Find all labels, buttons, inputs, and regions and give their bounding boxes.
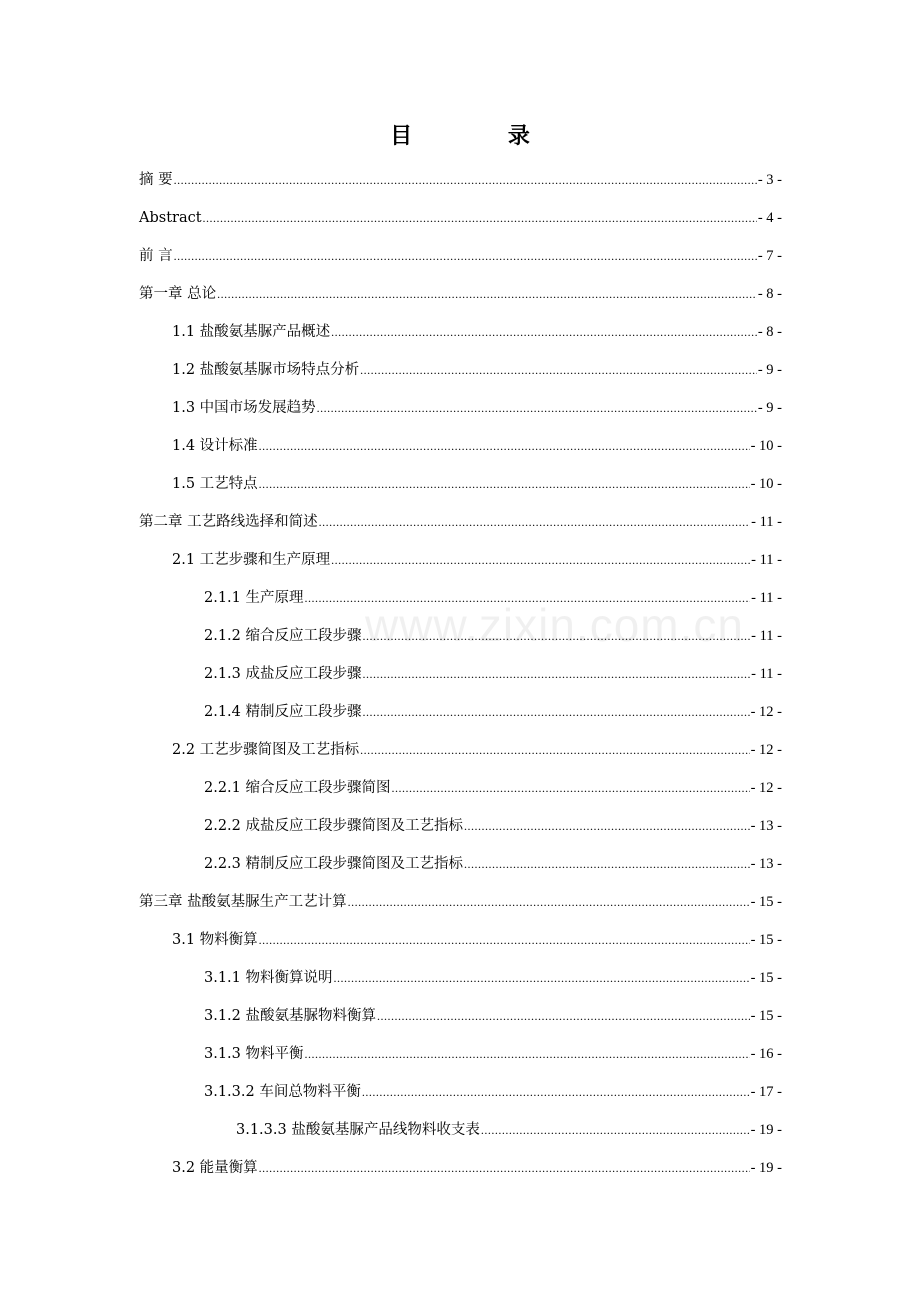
toc-entry-page: - 15 - <box>750 932 782 948</box>
toc-leader-dots <box>360 360 757 380</box>
toc-entry-page: - 11 - <box>751 552 782 568</box>
toc-entry-2-1[interactable] <box>172 550 782 570</box>
toc-entry-label: 2.2 工艺步骤简图及工艺指标 <box>172 742 360 758</box>
toc-entry-page: - 12 - <box>750 742 782 758</box>
toc-entry-label: 第三章 盐酸氨基脲生产工艺计算 <box>139 894 347 910</box>
toc-leader-dots <box>305 1044 750 1064</box>
toc-entry-page: - 3 - <box>757 172 782 188</box>
toc-entry-label: 2.1.2 缩合反应工段步骤 <box>204 628 362 644</box>
toc-entry-3-1-1[interactable] <box>204 968 782 988</box>
toc-entry-label: 3.1.1 物料衡算说明 <box>204 970 333 986</box>
toc-entry-page: - 12 - <box>750 780 782 796</box>
toc-entry-2-2-1[interactable] <box>204 778 782 798</box>
toc-leader-dots <box>363 702 750 722</box>
toc-entry-page: - 16 - <box>750 1046 782 1062</box>
toc-entry-2-1-4[interactable] <box>204 702 782 722</box>
toc-leader-dots <box>259 1158 750 1178</box>
toc-entry-label: 1.2 盐酸氨基脲市场特点分析 <box>172 362 360 378</box>
toc-entry-page: - 13 - <box>750 856 782 872</box>
toc-entry-label: Abstract <box>139 210 202 226</box>
toc-leader-dots <box>319 512 751 532</box>
toc-entry-label: 3.1.3 物料平衡 <box>204 1046 304 1062</box>
toc-leader-dots <box>392 778 750 798</box>
toc-leader-dots <box>377 1006 750 1026</box>
toc-leader-dots <box>334 968 750 988</box>
watermark: www.zixin.com.cn <box>365 599 744 651</box>
toc-leader-dots <box>363 626 751 646</box>
toc-entry-page: - 10 - <box>750 476 782 492</box>
toc-entry-page: - 11 - <box>751 590 782 606</box>
toc-leader-dots <box>317 398 757 418</box>
toc-entry-label: 前 言 <box>139 248 173 264</box>
toc-entry-label: 3.1.2 盐酸氨基脲物料衡算 <box>204 1008 377 1024</box>
toc-entry-label: 2.2.1 缩合反应工段步骤简图 <box>204 780 391 796</box>
toc-entry-2-1-3[interactable] <box>204 664 782 684</box>
toc-entry-page: - 15 - <box>750 894 782 910</box>
toc-entry-label: 2.2.3 精制反应工段步骤简图及工艺指标 <box>204 856 464 872</box>
toc-entry-3-1-3-2[interactable] <box>204 1082 782 1102</box>
toc-leader-dots <box>203 208 757 228</box>
toc-entry-page: - 19 - <box>750 1122 782 1138</box>
toc-leader-dots <box>331 322 757 342</box>
toc-entry-label: 3.1.3.3 盐酸氨基脲产品线物料收支表 <box>236 1122 480 1138</box>
toc-entry-page: - 8 - <box>757 286 782 302</box>
toc-entry-chapter-2[interactable] <box>139 512 782 532</box>
toc-entry-label: 3.1.3.2 车间总物料平衡 <box>204 1084 361 1100</box>
toc-entry-label: 2.2.2 成盐反应工段步骤简图及工艺指标 <box>204 818 464 834</box>
toc-entry-page: - 11 - <box>751 666 782 682</box>
toc-leader-dots <box>362 1082 750 1102</box>
toc-entry-abstract-cn[interactable] <box>139 170 782 190</box>
toc-leader-dots <box>174 170 757 190</box>
page-title: 目 录 <box>390 123 574 149</box>
toc-leader-dots <box>464 854 750 874</box>
toc-entry-2-1-1[interactable] <box>204 588 782 608</box>
toc-entry-page: - 19 - <box>750 1160 782 1176</box>
toc-entry-3-2[interactable] <box>172 1158 782 1178</box>
toc-entry-label: 第一章 总论 <box>139 286 217 302</box>
toc-entry-page: - 17 - <box>750 1084 782 1100</box>
toc-entry-2-2-2[interactable] <box>204 816 782 836</box>
toc-entry-2-2[interactable] <box>172 740 782 760</box>
toc-entry-label: 2.1.4 精制反应工段步骤 <box>204 704 362 720</box>
toc-leader-dots <box>348 892 750 912</box>
toc-entry-3-1-3[interactable] <box>204 1044 782 1064</box>
toc-entry-1-3[interactable] <box>172 398 782 418</box>
toc-entry-page: - 7 - <box>757 248 782 264</box>
toc-entry-label: 2.1 工艺步骤和生产原理 <box>172 552 331 568</box>
toc-entry-page: - 15 - <box>750 970 782 986</box>
toc-entry-3-1[interactable] <box>172 930 782 950</box>
toc-entry-1-5[interactable] <box>172 474 782 494</box>
toc-entry-label: 1.1 盐酸氨基脲产品概述 <box>172 324 331 340</box>
toc-entry-preface[interactable] <box>139 246 782 266</box>
toc-entry-2-1-2[interactable] <box>204 626 782 646</box>
toc-entry-page: - 9 - <box>757 400 782 416</box>
toc-entry-1-1[interactable] <box>172 322 782 342</box>
toc-entry-label: 第二章 工艺路线选择和简述 <box>139 514 318 530</box>
toc-leader-dots <box>360 740 749 760</box>
toc-entry-chapter-1[interactable] <box>139 284 782 304</box>
toc-entry-page: - 10 - <box>750 438 782 454</box>
toc-entry-chapter-3[interactable] <box>139 892 782 912</box>
toc-entry-2-2-3[interactable] <box>204 854 782 874</box>
toc-entry-1-4[interactable] <box>172 436 782 456</box>
toc-leader-dots <box>174 246 757 266</box>
toc-entry-label: 2.1.1 生产原理 <box>204 590 304 606</box>
toc-leader-dots <box>464 816 750 836</box>
toc-leader-dots <box>331 550 750 570</box>
toc-entry-page: - 15 - <box>750 1008 782 1024</box>
toc-entry-label: 2.1.3 成盐反应工段步骤 <box>204 666 362 682</box>
toc-leader-dots <box>217 284 757 304</box>
toc-entry-page: - 8 - <box>757 324 782 340</box>
toc-entry-label: 1.3 中国市场发展趋势 <box>172 400 316 416</box>
toc-leader-dots <box>259 474 750 494</box>
toc-leader-dots <box>305 588 751 608</box>
toc-leader-dots <box>481 1120 750 1140</box>
toc-entry-label: 1.5 工艺特点 <box>172 476 258 492</box>
toc-entry-3-1-2[interactable] <box>204 1006 782 1026</box>
toc-entry-label: 1.4 设计标准 <box>172 438 258 454</box>
toc-entry-page: - 11 - <box>751 628 782 644</box>
toc-entry-label: 3.2 能量衡算 <box>172 1160 258 1176</box>
toc-entry-label: 摘 要 <box>139 172 173 188</box>
toc-entry-page: - 13 - <box>750 818 782 834</box>
toc-leader-dots <box>259 930 750 950</box>
toc-entry-page: - 9 - <box>757 362 782 378</box>
toc-leader-dots <box>363 664 751 684</box>
toc-entry-page: - 12 - <box>750 704 782 720</box>
toc-entry-label: 3.1 物料衡算 <box>172 932 258 948</box>
toc-entry-3-1-3-3[interactable] <box>236 1120 782 1140</box>
toc-entry-page: - 4 - <box>757 210 782 226</box>
toc-leader-dots <box>259 436 750 456</box>
toc-entry-page: - 11 - <box>751 514 782 530</box>
toc-entry-1-2[interactable] <box>172 360 782 380</box>
toc-entry-abstract-en[interactable] <box>139 208 782 228</box>
